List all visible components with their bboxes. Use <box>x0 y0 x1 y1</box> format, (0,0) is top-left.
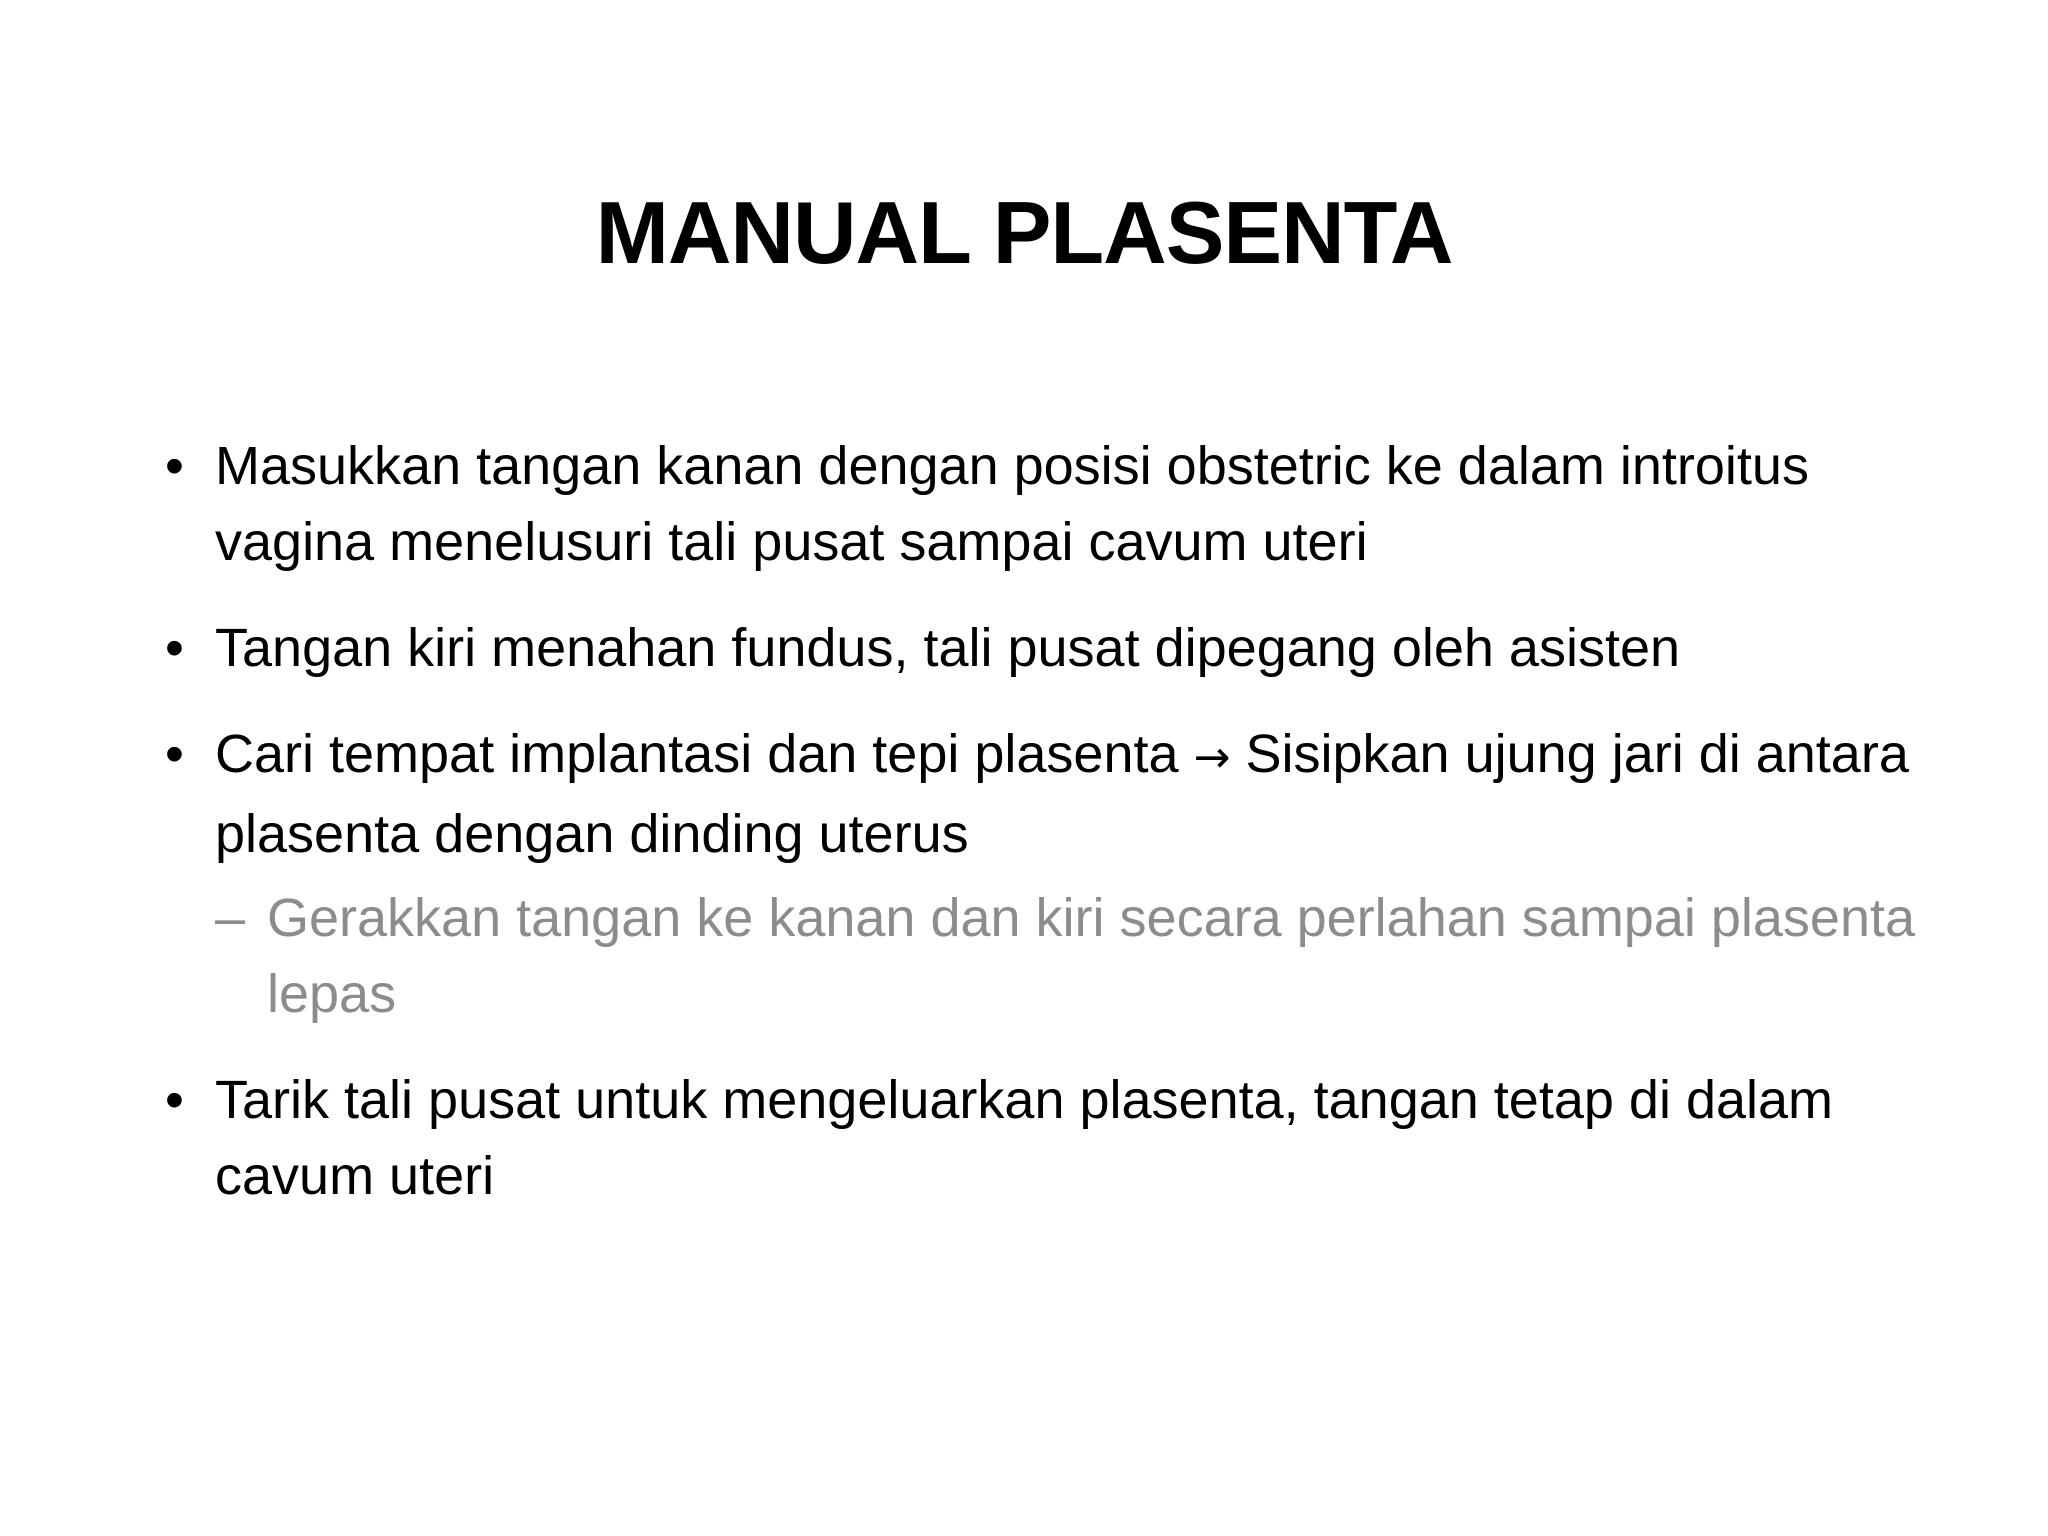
sub-bullet-item <box>215 880 1925 1032</box>
bullet-dot-icon: • <box>165 618 184 678</box>
right-arrow-icon: → <box>1193 732 1231 783</box>
bullet-dot-icon: • <box>165 724 184 784</box>
bullet-item <box>165 1062 1925 1214</box>
bullet-text: Masukkan tangan kanan dengan posisi obstetric ke dalam introitus vagina menelusuri tali pusat sampai cavum uteri <box>215 436 1809 572</box>
sub-bullet-text: Gerakkan tangan ke kanan dan kiri secara perlahan sampai plasenta lepas <box>267 888 1916 1024</box>
bullet-text: Tarik tali pusat untuk mengeluarkan plasenta, tangan tetap di dalam cavum uteri <box>215 1070 1834 1206</box>
bullet-item <box>165 610 1925 686</box>
bullet-dot-icon: • <box>165 1070 184 1130</box>
bullet-dot-icon: • <box>165 436 184 496</box>
dash-icon: – <box>215 888 246 948</box>
sub-bullet-list <box>215 880 1925 1032</box>
bullet-text-before-arrow: Cari tempat implantasi dan tepi plasenta <box>215 724 1179 784</box>
bullet-item <box>165 428 1925 580</box>
bullet-text: Tangan kiri menahan fundus, tali pusat dipegang oleh asisten <box>215 618 1681 678</box>
bullet-item <box>165 716 1925 1032</box>
bullet-text-after-arrow: Sisipkan ujung jari di antara plasenta dengan dinding uterus <box>215 724 1909 864</box>
bullet-list <box>165 428 1925 1244</box>
slide-title: MANUAL PLASENTA <box>595 183 1453 282</box>
